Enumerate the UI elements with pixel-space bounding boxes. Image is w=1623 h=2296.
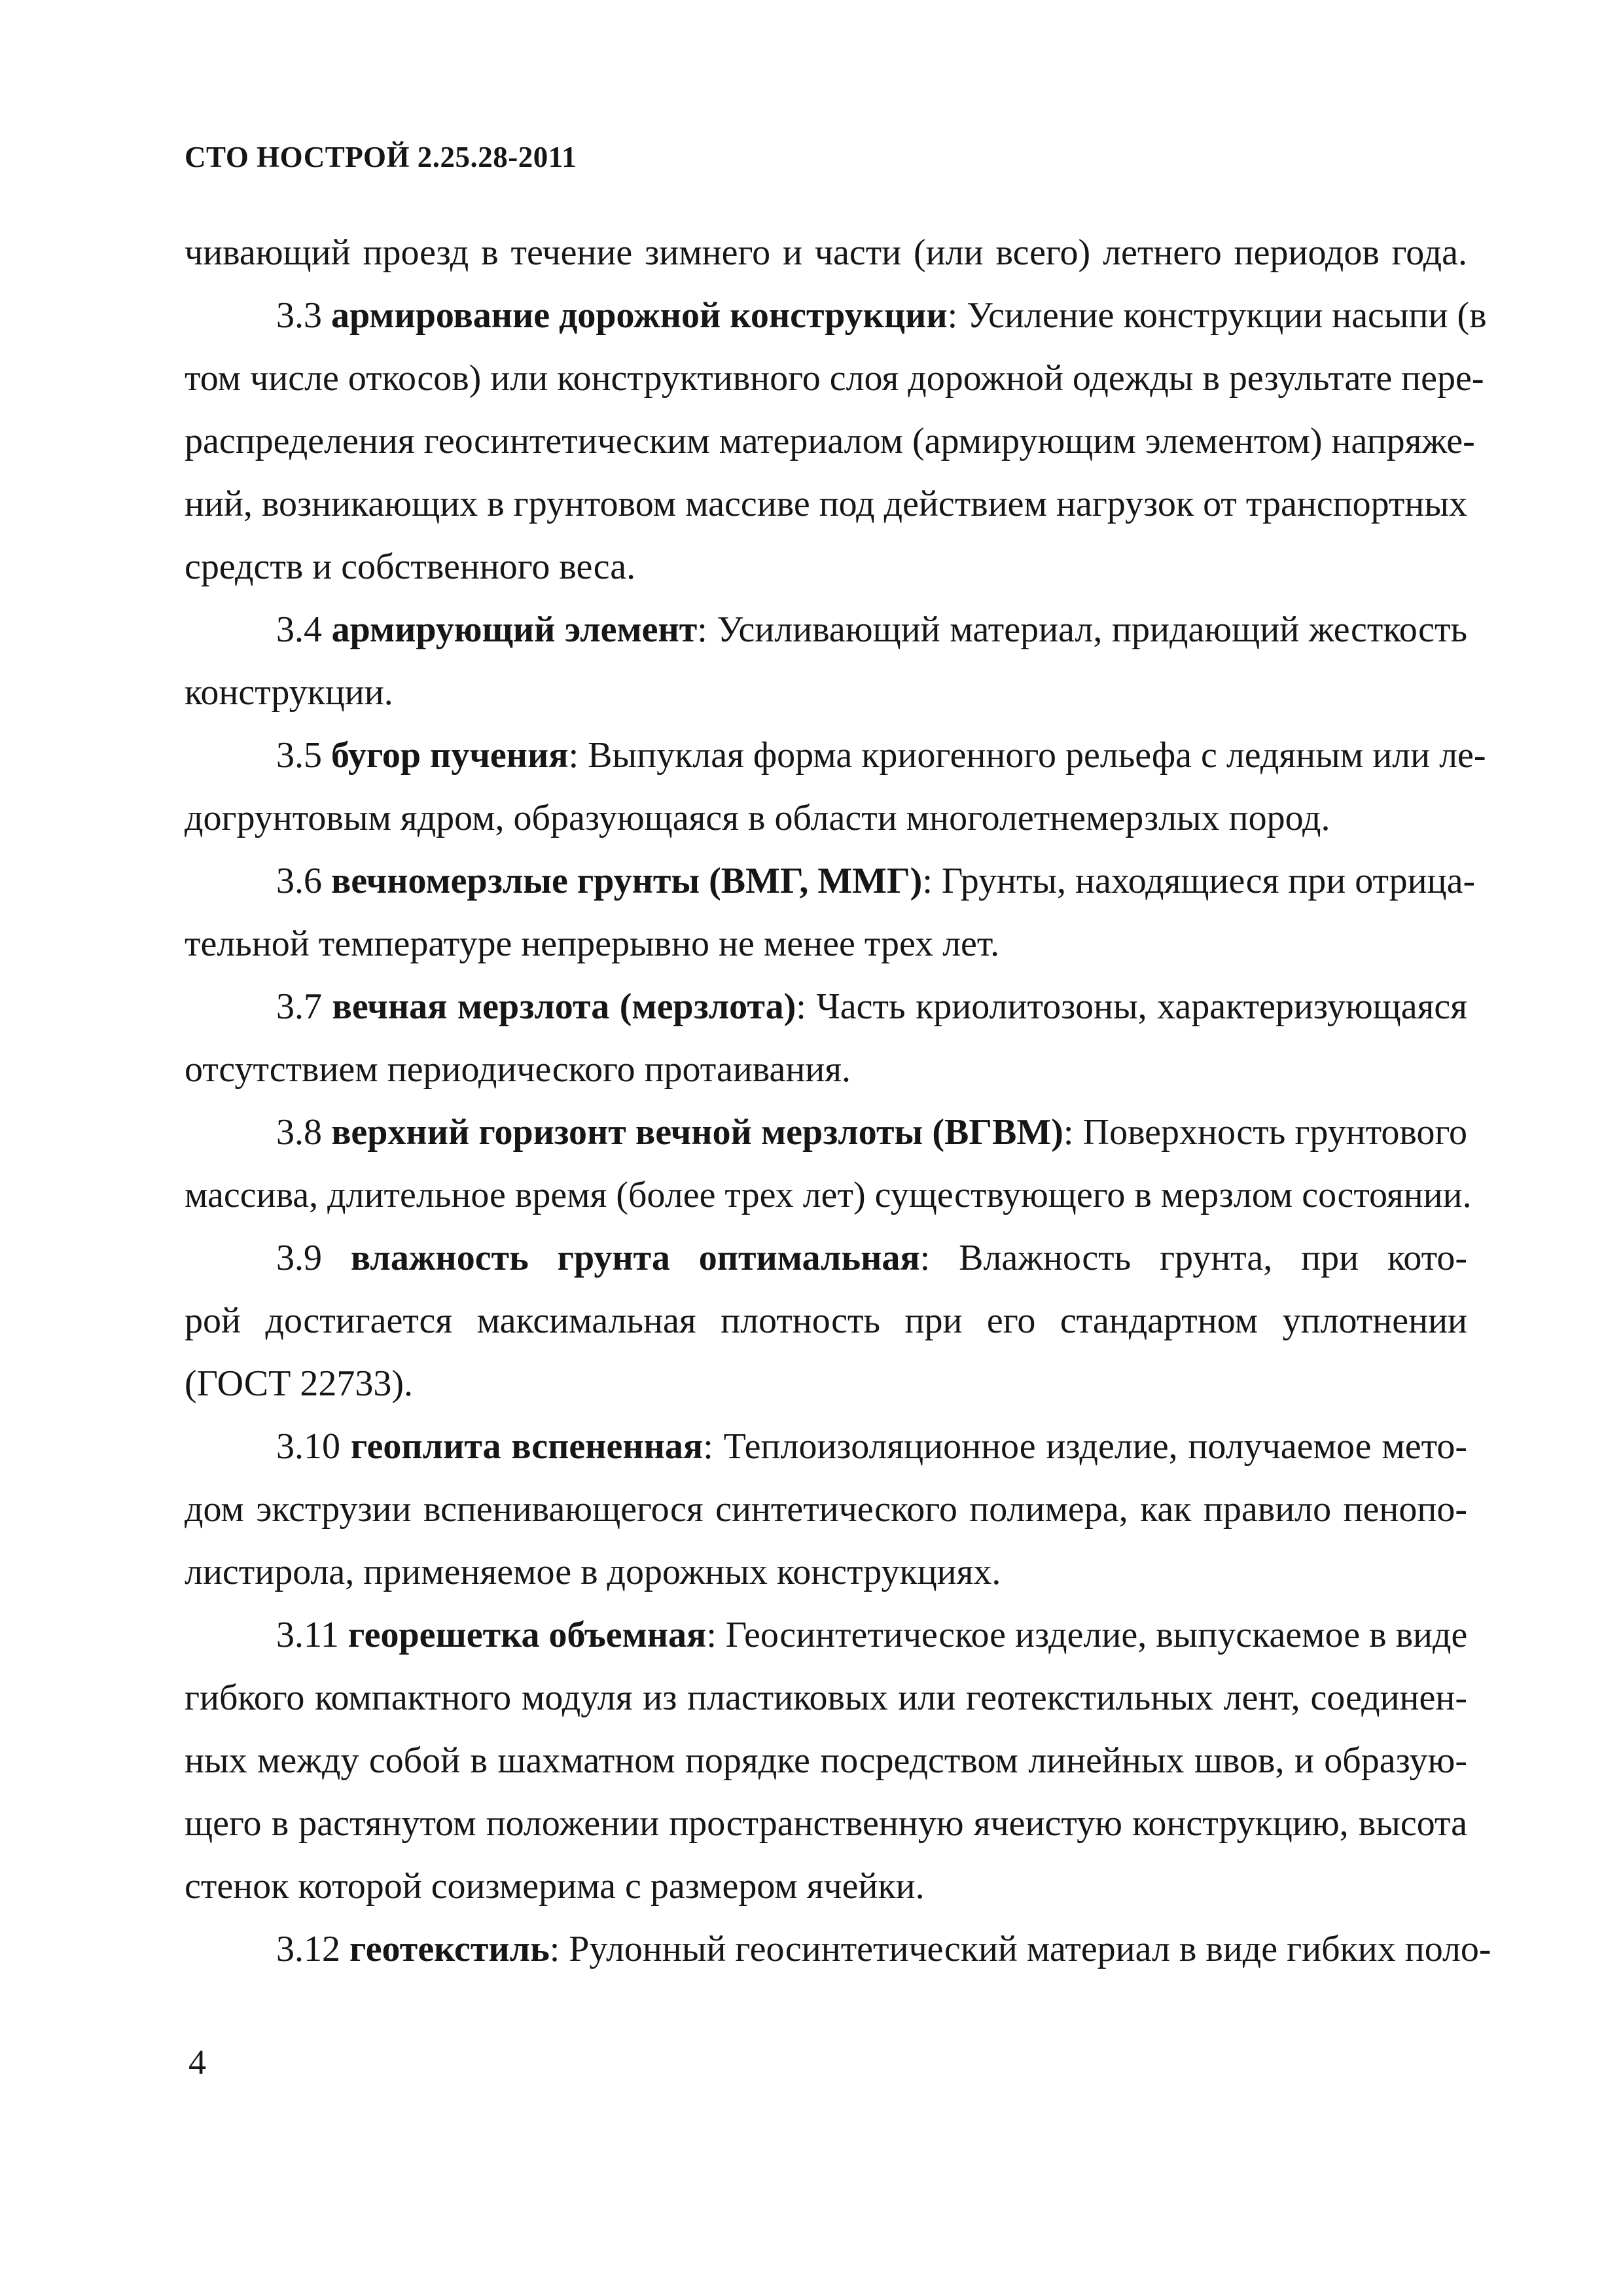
text-line: ний, возникающих в грунтовом массиве под действием нагрузок от транспортных xyxy=(185,484,1467,524)
text-line: ных между собой в шахматном порядке посредством линейных швов, и образую- xyxy=(185,1740,1467,1781)
definition-line: 3.11 георешетка объемная: Геосинтетическое изделие, выпускаемое в виде xyxy=(276,1615,1468,1655)
document-body xyxy=(185,221,1491,1981)
term-bold: вечная мерзлота (мерзлота) xyxy=(332,986,796,1027)
term-bold: вечномерзлые грунты (ВМГ, ММГ) xyxy=(331,861,923,901)
text-line: том числе откосов) или конструктивного слоя дорожной одежды в результате пере- xyxy=(185,358,1484,399)
term-bold: бугор пучения xyxy=(331,735,569,776)
text-line: чивающий проезд в течение зимнего и части (или всего) летнего периодов года. xyxy=(185,232,1467,273)
document-header: СТО НОСТРОЙ 2.25.28-2011 xyxy=(185,141,577,173)
text-line: рой достигается максимальная плотность при его стандартном уплотнении xyxy=(185,1300,1467,1341)
definition-line: 3.6 вечномерзлые грунты (ВМГ, ММГ): Грунты, находящиеся при отрица- xyxy=(276,861,1476,901)
term-bold: георешетка объемная xyxy=(348,1615,707,1655)
term-bold: влажность грунта оптимальная xyxy=(350,1238,920,1278)
definition-line: 3.4 армирующий элемент: Усиливающий материал, придающий жесткость xyxy=(276,609,1468,650)
text-line: стенок которой соизмерима с размером ячейки. xyxy=(185,1866,925,1907)
text-line: (ГОСТ 22733). xyxy=(185,1363,413,1404)
term-bold: геотекстиль xyxy=(349,1929,550,1969)
text-line: гибкого компактного модуля из пластиковых или геотекстильных лент, соединен- xyxy=(185,1677,1467,1718)
text-line: щего в растянутом положении пространственную ячеистую конструкцию, высота xyxy=(185,1803,1467,1844)
text-line: листирола, применяемое в дорожных конструкциях. xyxy=(185,1552,1001,1592)
definition-line: 3.3 армирование дорожной конструкции: Усиление конструкции насыпи (в xyxy=(276,295,1487,336)
term-bold: армирующий элемент xyxy=(331,609,698,650)
text-line: массива, длительное время (более трех лет) существующего в мерзлом состоянии. xyxy=(185,1175,1472,1215)
term-bold: армирование дорожной конструкции xyxy=(331,295,948,336)
term-bold: верхний горизонт вечной мерзлоты (ВГВМ) xyxy=(331,1112,1063,1153)
definition-line: 3.10 геоплита вспененная: Теплоизоляционное изделие, получаемое мето- xyxy=(276,1426,1467,1467)
text-line: догрунтовым ядром, образующаяся в области многолетнемерзлых пород. xyxy=(185,798,1330,838)
text-line: средств и собственного веса. xyxy=(185,547,636,587)
definition-line: 3.5 бугор пучения: Выпуклая форма криогенного рельефа с ледяным или ле- xyxy=(276,735,1486,776)
text-line: дом экструзии вспенивающегося синтетического полимера, как правило пенопо- xyxy=(185,1489,1467,1530)
text-line: тельной температуре непрерывно не менее трех лет. xyxy=(185,924,1000,964)
term-bold: геоплита вспененная xyxy=(350,1426,704,1467)
definition-line: 3.8 верхний горизонт вечной мерзлоты (ВГВМ): Поверхность грунтового xyxy=(276,1112,1468,1153)
page-number: 4 xyxy=(188,2043,206,2082)
definition-line: 3.9 влажность грунта оптимальная: Влажность грунта, при кото- xyxy=(276,1238,1468,1278)
text-line: конструкции. xyxy=(185,672,393,713)
definition-line: 3.7 вечная мерзлота (мерзлота): Часть криолитозоны, характеризующаяся xyxy=(276,986,1468,1027)
text-line: распределения геосинтетическим материалом (армирующим элементом) напряже- xyxy=(185,421,1475,461)
text-line: отсутствием периодического протаивания. xyxy=(185,1049,851,1090)
definition-line: 3.12 геотекстиль: Рулонный геосинтетический материал в виде гибких поло- xyxy=(276,1929,1491,1969)
